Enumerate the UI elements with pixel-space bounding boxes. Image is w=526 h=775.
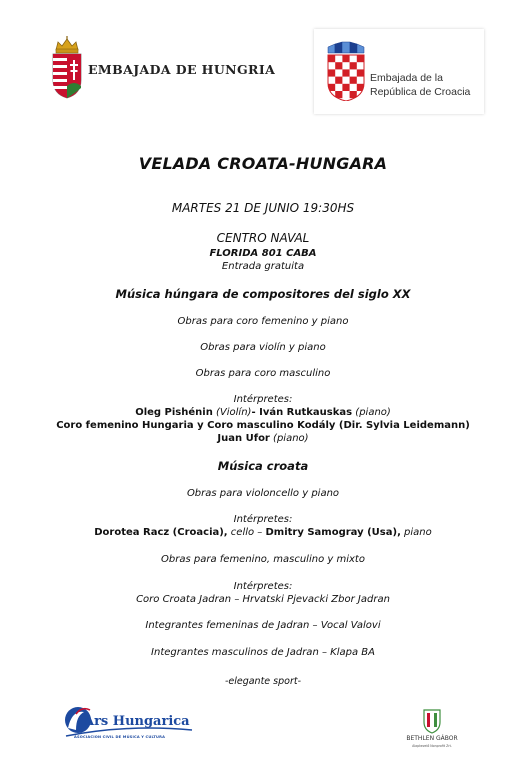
hungary-coat-of-arms (50, 36, 84, 100)
event-datetime: MARTES 21 DE JUNIO 19:30HS (171, 201, 355, 215)
performer-name: Dorotea Racz (Croacia), (94, 527, 228, 538)
section1-performers-line3 (0, 433, 526, 444)
event-admission: Entrada gratuita (221, 261, 305, 272)
croatia-embassy-line2: República de Croacia (370, 86, 471, 98)
section2-performers-1 (0, 527, 526, 538)
section1-performers-label: Intérpretes: (233, 394, 293, 405)
section1-work-2: Obras para violín y piano (200, 342, 326, 353)
performer-role: piano (400, 527, 432, 538)
section2-heading: Música croata (217, 459, 309, 473)
section1-heading: Música húngara de compositores del siglo XX (115, 287, 411, 301)
section2-performers-2: Coro Croata Jadran – Hrvatski Pjevacki Zbor Jadran (136, 594, 390, 605)
section2-performers-label-1: Intérpretes: (233, 514, 293, 525)
section1-work-3: Obras para coro masculino (195, 368, 331, 379)
hungary-embassy-name: EMBAJADA DE HUNGRIA (88, 62, 276, 77)
ars-hungarica-tagline: ASOCIACION CIVIL DE MÚSICA Y CULTURA (74, 735, 166, 739)
croatia-embassy-logo (314, 29, 484, 114)
event-address: FLORIDA 801 CABA (209, 248, 317, 259)
performer-name: Dmitry Samogray (Usa), (265, 527, 401, 538)
section2-work-2: Obras para femenino, masculino y mixto (161, 554, 365, 565)
separator: - (251, 407, 260, 418)
performer-name: Oleg Pishénin (135, 407, 213, 418)
croatia-coat-of-arms (326, 41, 366, 101)
section1-performers-line2: Coro femenino Hungaria y Coro masculino Kodály (Dir. Sylvia Leidemann) (56, 420, 470, 431)
croatia-embassy-text (370, 71, 470, 99)
ars-hungarica-name: Ars Hungarica (84, 714, 190, 729)
croatia-embassy-line1: Embajada de la (370, 72, 443, 84)
section2-male-group: Integrantes masculinos de Jadran – Klapa BA (151, 647, 375, 658)
bethlen-gabor-name: BETHLEN GÁBOR (406, 735, 458, 742)
section1-work-1: Obras para coro femenino y piano (177, 316, 349, 327)
section1-performers-line1 (0, 407, 526, 418)
section2-performers-label-2: Intérpretes: (233, 581, 293, 592)
performer-role: (piano) (352, 407, 391, 418)
event-venue: CENTRO NAVAL (216, 231, 310, 245)
performer-name: Iván Rutkauskas (259, 407, 353, 418)
section2-female-group: Integrantes femeninas de Jadran – Vocal Valovi (145, 620, 381, 631)
dress-code: -elegante sport- (224, 676, 302, 687)
performer-role: (piano) (269, 433, 309, 444)
ars-hungarica-logo (62, 704, 194, 744)
performer-role: cello – (227, 527, 266, 538)
bethlen-gabor-tagline: Alapkezelő Nonprofit Zrt. (412, 744, 452, 748)
performer-role: (Violín) (212, 407, 252, 418)
event-title: VELADA CROATA-HUNGARA (138, 154, 388, 173)
performer-name: Juan Ufor (217, 433, 270, 444)
bethlen-gabor-logo (404, 708, 460, 752)
section2-work-1: Obras para violoncello y piano (186, 488, 340, 499)
